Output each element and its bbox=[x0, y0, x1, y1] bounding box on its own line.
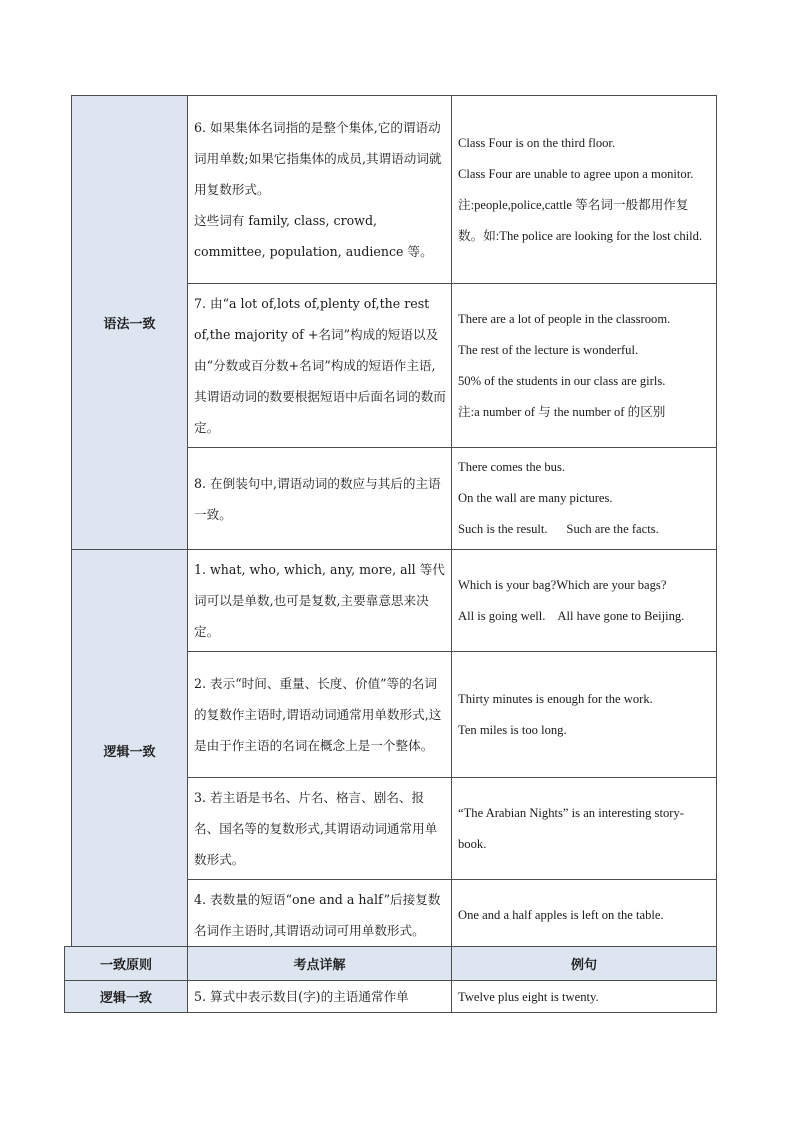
example-cell: Thirty minutes is enough for the work. Ten miles is too long. bbox=[452, 652, 717, 778]
example-cell: There are a lot of people in the classroom. The rest of the lecture is wonderful. 50% of the students in our class are girls. 注:a number of 与 the number of 的区别 bbox=[452, 284, 717, 448]
header-examples: 例句 bbox=[452, 947, 717, 981]
category-cell: 逻辑一致 bbox=[65, 981, 188, 1013]
category-cell: 逻辑一致 bbox=[72, 550, 188, 951]
rule-cell: 8. 在倒装句中,谓语动词的数应与其后的主语一致。 bbox=[188, 448, 452, 550]
category-cell: 语法一致 bbox=[72, 96, 188, 550]
example-cell: Which is your bag?Which are your bags? All is going well. All have gone to Beijing. bbox=[452, 550, 717, 652]
example-cell: “The Arabian Nights” is an interesting story-book. bbox=[452, 778, 717, 880]
rule-cell: 2. 表示“时间、重量、长度、价值”等的名词的复数作主语时,谓语动词通常用单数形式,这是由于作主语的名词在概念上是一个整体。 bbox=[188, 652, 452, 778]
rule-cell: 4. 表数量的短语“one and a half”后接复数名词作主语时,其谓语动词可用单数形式。 bbox=[188, 880, 452, 951]
rule-cell: 3. 若主语是书名、片名、格言、剧名、报名、国名等的复数形式,其谓语动词通常用单数形式。 bbox=[188, 778, 452, 880]
example-cell: Twelve plus eight is twenty. bbox=[452, 981, 717, 1013]
rule-cell: 6. 如果集体名词指的是整个集体,它的谓语动词用单数;如果它指集体的成员,其谓语动词就用复数形式。 这些词有 family, class, crowd, committee, population, audience 等。 bbox=[188, 96, 452, 284]
rule-cell: 5. 算式中表示数目(字)的主语通常作单 bbox=[188, 981, 452, 1013]
table-row bbox=[72, 96, 717, 284]
header-details: 考点详解 bbox=[188, 947, 452, 981]
rule-cell: 7. 由“a lot of,lots of,plenty of,the rest of,the majority of +名词”构成的短语以及由“分数或百分数+名词”构成的短语作主语,其谓语动词的数要根据短语中后面名词的数而定。 bbox=[188, 284, 452, 448]
header-principle: 一致原则 bbox=[65, 947, 188, 981]
example-cell: There comes the bus. On the wall are many pictures. Such is the result. Such are the facts. bbox=[452, 448, 717, 550]
example-cell: Class Four is on the third floor. Class Four are unable to agree upon a monitor. 注:people,police,cattle 等名词一般都用作复数。如:The police are looking for the lost child. bbox=[452, 96, 717, 284]
table-row bbox=[72, 550, 717, 652]
rule-cell: 1. what, who, which, any, more, all 等代词可以是单数,也可是复数,主要靠意思来决定。 bbox=[188, 550, 452, 652]
continuation-table bbox=[64, 946, 717, 1013]
grammar-table bbox=[71, 95, 717, 951]
table-row bbox=[65, 981, 717, 1013]
header-row bbox=[65, 947, 717, 981]
example-cell: One and a half apples is left on the table. bbox=[452, 880, 717, 951]
